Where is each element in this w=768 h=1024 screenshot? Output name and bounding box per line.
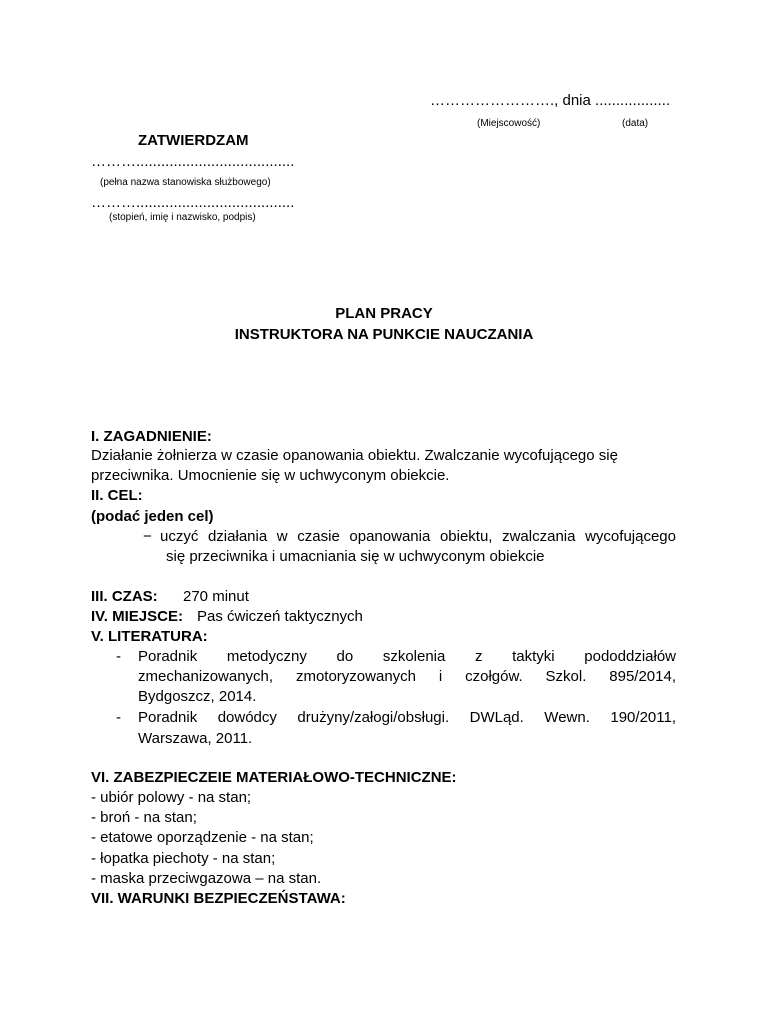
literature-item-2-line1: Poradnik dowódcy drużyny/załogi/obsługi. DWLąd. Wewn. 190/2011, <box>138 709 676 726</box>
equipment-item: - maska przeciwgazowa – na stan. <box>91 870 322 887</box>
place-label: IV. MIEJSCE: <box>91 608 183 625</box>
approval-position-line: ………...................................... <box>91 153 295 170</box>
equipment-item: - ubiór polowy - na stan; <box>91 789 252 806</box>
goal-text-line1: uczyć działania w czasie opanowania obiektu, zwalczania wycofującego <box>160 528 676 545</box>
approval-position-caption: (pełna nazwa stanowiska służbowego) <box>100 177 271 188</box>
literature-item-1-line3: Bydgoszcz, 2014. <box>138 688 257 705</box>
date-caption: (data) <box>622 118 649 129</box>
equipment-item: - etatowe oporządzenie - na stan; <box>91 829 314 846</box>
time-value: 270 minut <box>183 588 249 605</box>
goal-bullet: − <box>143 528 152 545</box>
time-label: III. CZAS: <box>91 588 158 605</box>
equipment-item: - broń - na stan; <box>91 809 197 826</box>
literature-heading: V. LITERATURA: <box>91 628 208 645</box>
literature-bullet-1: - <box>116 648 121 665</box>
place-date-line: ……………………., dnia .................. <box>430 92 671 109</box>
document-title-line1: PLAN PRACY <box>335 305 433 322</box>
goal-text-line2: się przeciwnika i umacniania się w uchwyconym obiekcie <box>166 548 545 565</box>
approval-title: ZATWIERDZAM <box>138 132 249 149</box>
approval-signature-caption: (stopień, imię i nazwisko, podpis) <box>109 212 256 223</box>
literature-item-1-line2: zmechanizowanych, zmotoryzowanych i czołgów. Szkol. 895/2014, <box>138 668 676 685</box>
document-title-line2: INSTRUKTORA NA PUNKCIE NAUCZANIA <box>234 326 534 343</box>
goal-note: (podać jeden cel) <box>91 508 214 525</box>
literature-bullet-2: - <box>116 709 121 726</box>
equipment-item: - łopatka piechoty - na stan; <box>91 850 276 867</box>
topic-heading: I. ZAGADNIENIE: <box>91 428 212 445</box>
place-value: Pas ćwiczeń taktycznych <box>197 608 363 625</box>
literature-item-2-line2: Warszawa, 2011. <box>138 730 253 747</box>
approval-signature-line: ………...................................... <box>91 194 295 211</box>
goal-heading: II. CEL: <box>91 487 143 504</box>
topic-text-line1: Działanie żołnierza w czasie opanowania obiektu. Zwalczanie wycofującego się <box>91 447 618 464</box>
topic-text-line2: przeciwnika. Umocnienie się w uchwyconym obiekcie. <box>91 467 450 484</box>
literature-item-1-line1: Poradnik metodyczny do szkolenia z taktyki pododdziałów <box>138 648 676 665</box>
equipment-heading: VI. ZABEZPIECZEIE MATERIAŁOWO-TECHNICZNE: <box>91 769 457 786</box>
safety-heading: VII. WARUNKI BEZPIECZEŃSTAWA: <box>91 890 346 907</box>
place-caption: (Miejscowość) <box>477 118 541 129</box>
